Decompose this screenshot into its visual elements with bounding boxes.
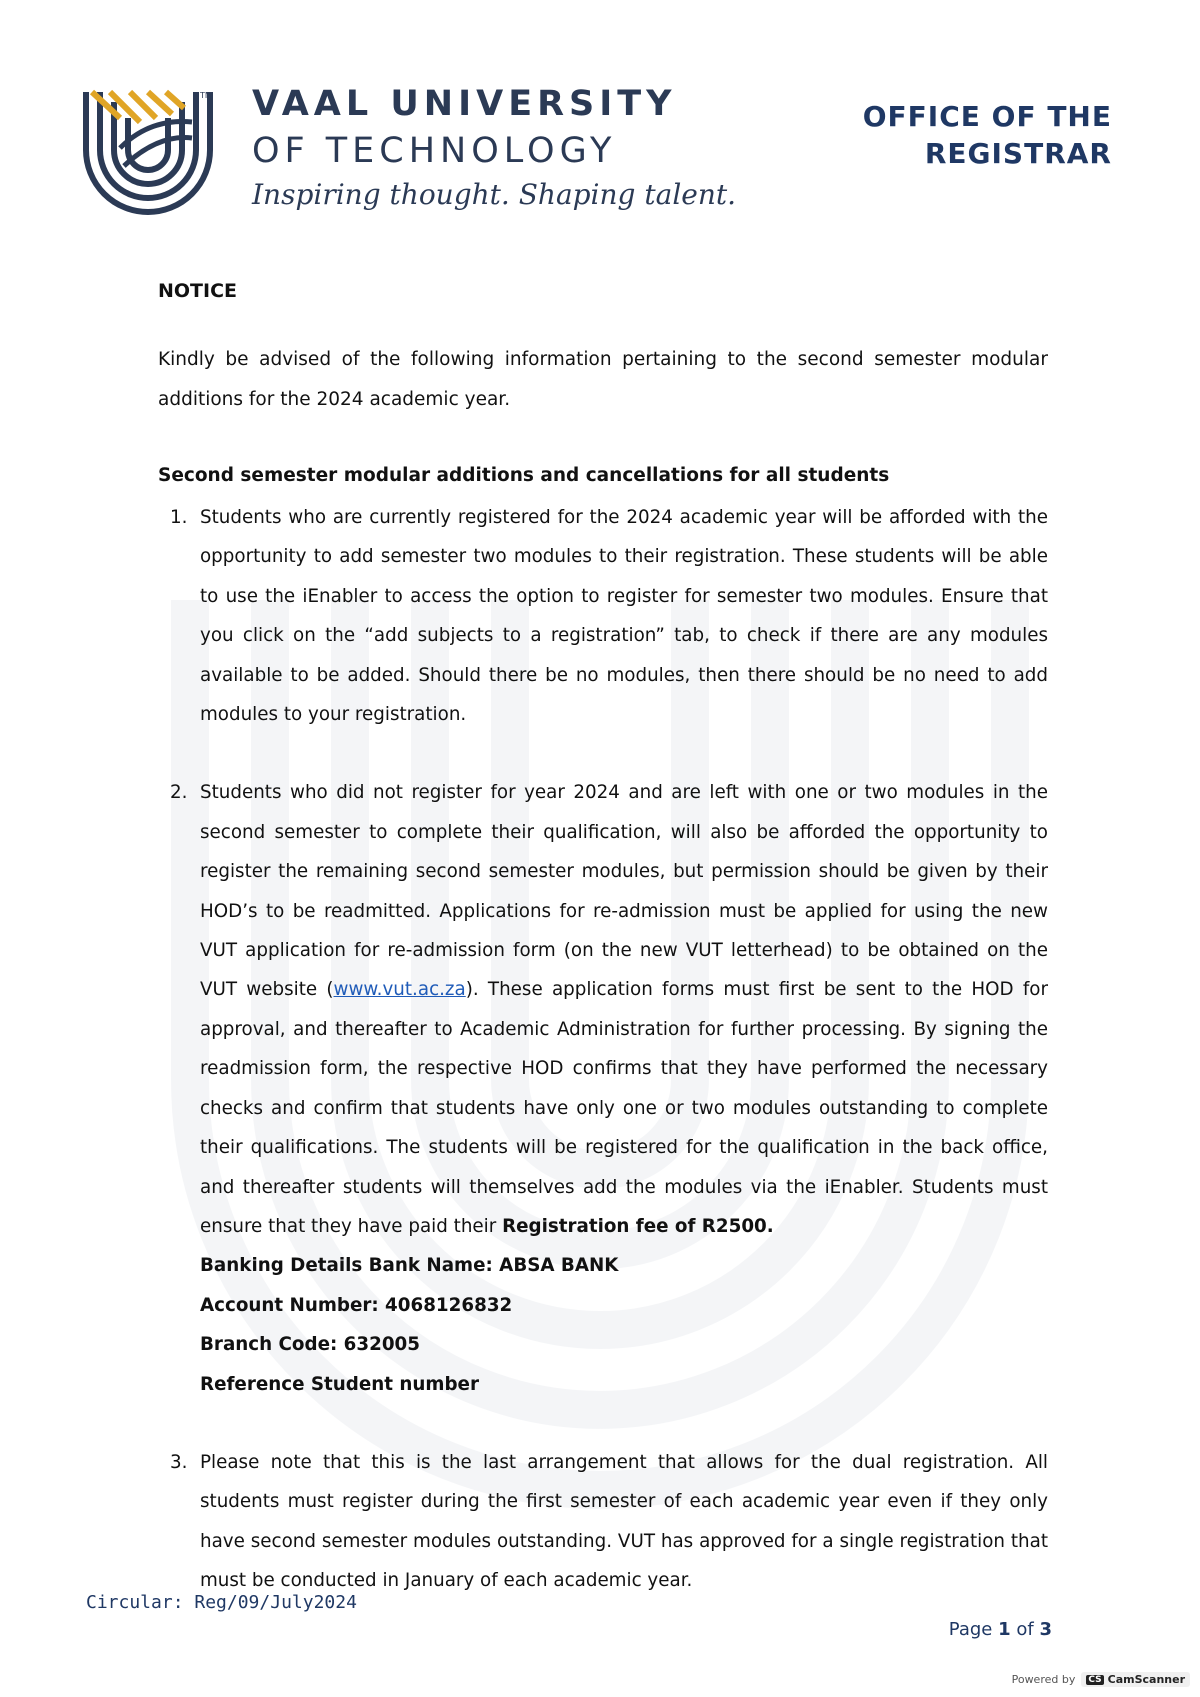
list-item [158,1443,1048,1601]
university-name-line2: OF TECHNOLOGY [252,131,617,171]
registration-fee: Registration fee of R2500. [502,1215,774,1237]
item-number: 1. [170,507,188,528]
item-number: 3. [170,1451,188,1473]
notice-intro: Kindly be advised of the following information pertaining to the second semester modular additions for the 2024 academic year. [158,349,1048,410]
item-text: Students who are currently registered for the 2024 academic year will be afforded with the opportunity to add semester two modules to their registration. These students will be able to use the iEnabler to access the option to register for semester two modules. Ensure that you click on the “add subjects to a registration” tab, to check if there are any modules available to be added. Should there be no modules, then there should be no need to add modules to your registration. [200,507,1048,726]
bank-reference: Reference Student number [200,1373,479,1395]
university-name-line1: VAAL UNIVERSITY [252,84,677,124]
office-of-registrar-heading [792,98,1112,172]
university-tagline: Inspiring thought. Shaping talent. [252,178,737,211]
notice-title: NOTICE [158,280,238,302]
vut-website-link[interactable]: www.vut.ac.za [333,979,466,1001]
section-title: Second semester modular additions and cancellations for all students [158,465,890,486]
powered-by-label: Powered by [1011,1673,1076,1686]
trademark-mark: TM [200,91,212,100]
camscanner-logo [1081,1672,1190,1687]
camscanner-badge [1012,1672,1190,1687]
vut-shield-logo [80,88,220,218]
list-item [158,498,1048,734]
page-of: of [1016,1619,1034,1640]
item-text-part: Students who did not register for year 2024 and are left with one or two modules in the second semester to complete their qualification, will also be afforded the opportunity to register the remaining second semester modules, but permission should be given by their HOD’s to be readmitted. Applications for re-admission must be applied for using the new VUT application for re-admission form (on the new VUT letterhead) to be obtained on the VUT website ( [200,782,1048,1001]
page-word: Page [948,1619,993,1640]
office-line-1: OFFICE OF THE [862,100,1112,133]
notice-items-list [158,498,1048,1640]
bank-details-name: Banking Details Bank Name: ABSA BANK [200,1255,619,1277]
page-current: 1 [998,1619,1011,1640]
item-text-part: ). These application forms must first be sent to the HOD for approval, and thereafter to Academic Administration for further processing. By signing the readmission form, the respective HOD confirms that they have performed the necessary checks and confirm that students have only one or two modules outstanding to complete their qualifications. The students will be registered for the qualification in the back office, and thereafter students will themselves add the modules via the iEnabler. Students must ensure that they have paid their [200,979,1048,1237]
bank-branch-code: Branch Code: 632005 [200,1334,420,1356]
camscanner-name: CamScanner [1107,1673,1185,1686]
page-number [949,1619,1052,1640]
page-total: 3 [1039,1619,1052,1640]
bank-account-number: Account Number: 4068126832 [200,1294,513,1316]
item-number: 2. [170,782,188,804]
circular-reference: Circular: Reg/09/July2024 [86,1592,357,1613]
item-text [200,773,1048,1246]
list-item [158,773,1048,1404]
item-text: Please note that this is the last arrangement that allows for the dual registration. All students must register during the first semester of each academic year even if they only have second semester modules outstanding. VUT has approved for a single registration that must be conducted in January of each academic year. [200,1451,1048,1592]
camscanner-icon: CS [1088,1674,1102,1685]
office-line-2: REGISTRAR [924,137,1112,170]
